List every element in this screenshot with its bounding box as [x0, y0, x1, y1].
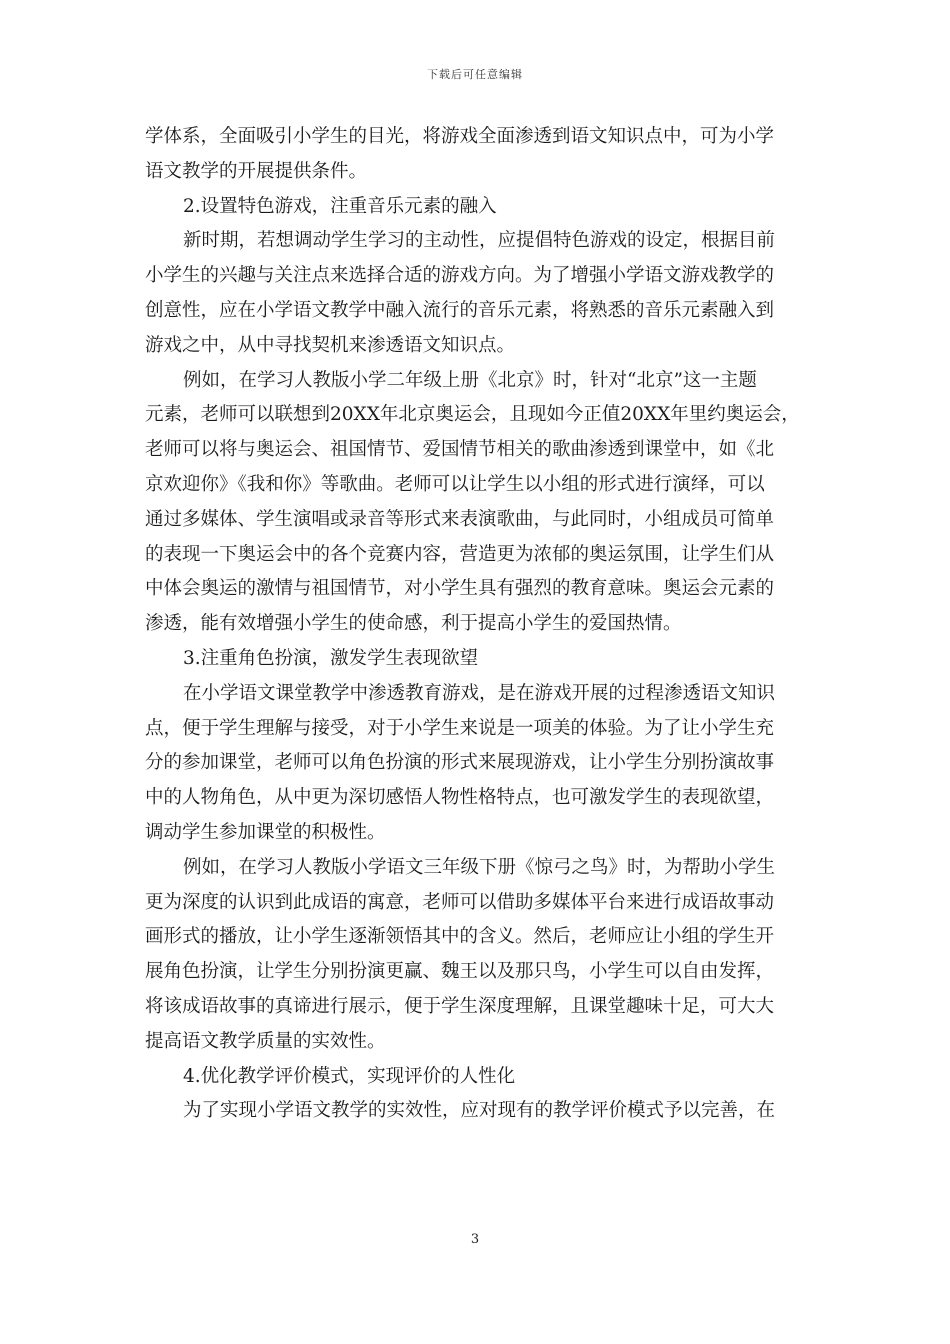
body-line: 更为深度的认识到此成语的寓意，老师可以借助多媒体平台来进行成语故事动: [145, 891, 775, 913]
body-line: 游戏之中，从中寻找契机来渗透语文知识点。: [145, 334, 516, 356]
body-line: 元素，老师可以联想到20XX年北京奥运会，且现如今正值20XX年里约奥运会，: [145, 404, 800, 426]
section-heading: 3.注重角色扮演，激发学生表现欲望: [183, 647, 479, 669]
body-line: 学体系，全面吸引小学生的目光，将游戏全面渗透到语文知识点中，可为小学: [145, 126, 775, 147]
body-line: 画形式的播放，让小学生逐渐领悟其中的含义。然后，老师应让小组的学生开: [145, 926, 775, 948]
body-line: 语文教学的开展提供条件。: [145, 160, 368, 182]
body-line: 小学生的兴趣与关注点来选择合适的游戏方向。为了增强小学语文游戏教学的: [145, 265, 775, 287]
body-line: 例如，在学习人教版小学语文三年级下册《惊弓之鸟》时，为帮助小学生: [183, 856, 776, 878]
document-body: [145, 120, 815, 1129]
body-line: 将该成语故事的真谛进行展示，便于学生深度理解，且课堂趣味十足，可大大: [145, 995, 775, 1017]
page-header: 下载后可任意编辑: [427, 68, 523, 81]
body-line: 展角色扮演，让学生分别扮演更赢、魏王以及那只鸟，小学生可以自由发挥，: [145, 961, 775, 983]
body-line: 提高语文教学质量的实效性。: [145, 1030, 386, 1052]
body-line: 分的参加课堂，老师可以角色扮演的形式来展现游戏，让小学生分别扮演故事: [145, 752, 775, 774]
body-line: 调动学生参加课堂的积极性。: [145, 821, 386, 843]
section-heading: 2.设置特色游戏，注重音乐元素的融入: [183, 195, 497, 217]
body-line: 创意性，应在小学语文教学中融入流行的音乐元素，将熟悉的音乐元素融入到: [145, 299, 775, 321]
body-line: 点，便于学生理解与接受，对于小学生来说是一项美的体验。为了让小学生充: [145, 717, 775, 739]
body-line: 新时期，若想调动学生学习的主动性，应提倡特色游戏的设定，根据目前: [183, 230, 776, 252]
body-line: 中的人物角色，从中更为深切感悟人物性格特点，也可激发学生的表现欲望，: [145, 787, 775, 809]
body-line: 通过多媒体、学生演唱或录音等形式来表演歌曲，与此同时，小组成员可简单: [145, 508, 775, 530]
body-line: 渗透，能有效增强小学生的使命感，利于提高小学生的爱国热情。: [145, 613, 682, 635]
body-line: 京欢迎你》《我和你》等歌曲。老师可以让学生以小组的形式进行演绎，可以: [145, 473, 765, 495]
body-line: 例如，在学习人教版小学二年级上册《北京》时，针对“北京”这一主题: [183, 369, 757, 391]
page-number: 3: [470, 1232, 480, 1247]
body-line: 的表现一下奥运会中的各个竞赛内容，营造更为浓郁的奥运氛围，让学生们从: [145, 543, 775, 565]
body-line: 老师可以将与奥运会、祖国情节、爱国情节相关的歌曲渗透到课堂中，如《北: [145, 439, 775, 461]
body-line: 为了实现小学语文教学的实效性，应对现有的教学评价模式予以完善，在: [183, 1100, 776, 1122]
body-line: 在小学语文课堂教学中渗透教育游戏，是在游戏开展的过程渗透语文知识: [183, 682, 776, 704]
body-line: 中体会奥运的激情与祖国情节，对小学生具有强烈的教育意味。奥运会元素的: [145, 578, 775, 600]
section-heading: 4.优化教学评价模式，实现评价的人性化: [183, 1065, 516, 1087]
